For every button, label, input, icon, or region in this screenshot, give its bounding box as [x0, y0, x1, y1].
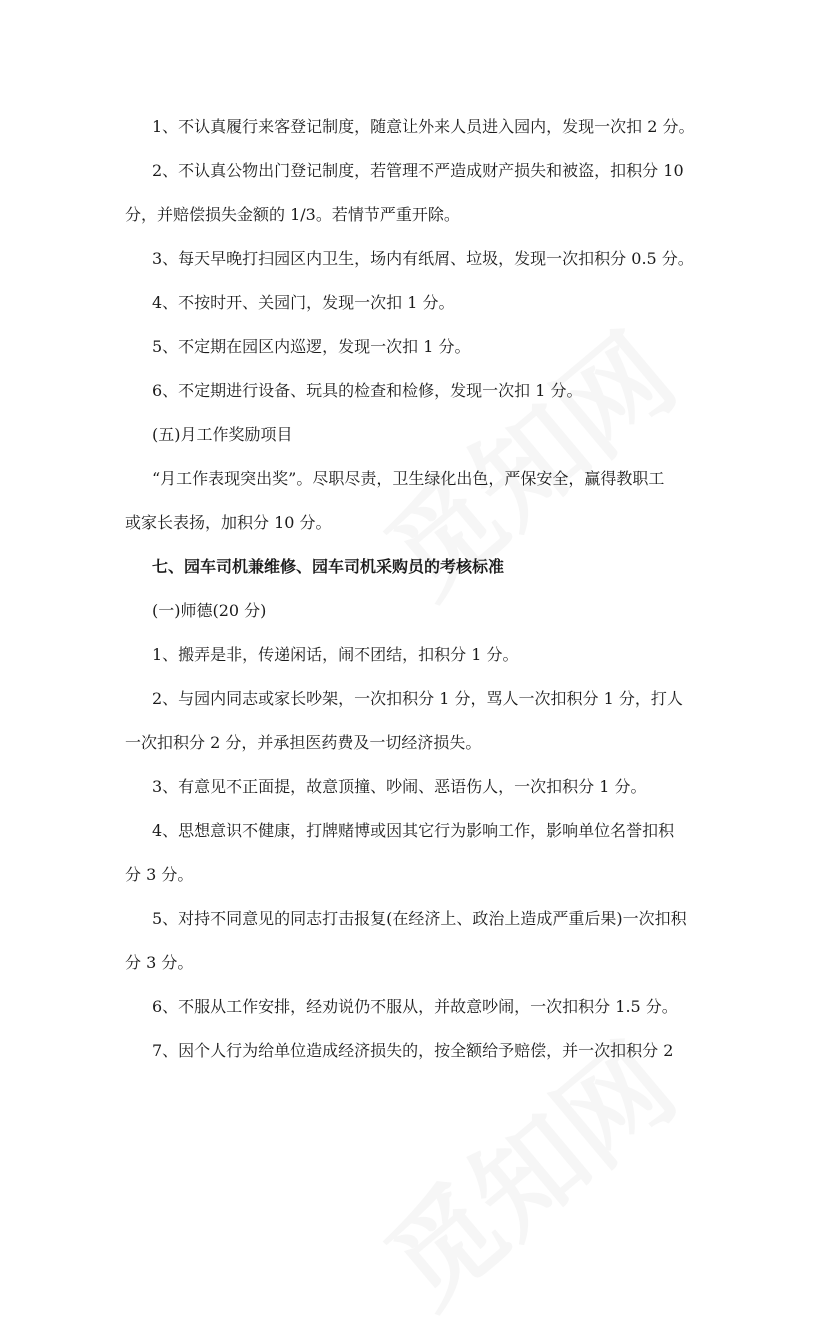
paragraph-line: 7、因个人行为给单位造成经济损失的，按全额给予赔偿，并一次扣积分 2: [152, 1041, 674, 1060]
subsection-heading: (五)月工作奖励项目: [152, 425, 293, 444]
paragraph-line: 5、不定期在园区内巡逻，发现一次扣 1 分。: [152, 337, 471, 356]
paragraph-line: “月工作表现突出奖”。尽职尽责，卫生绿化出色，严保安全，赢得教职工: [152, 469, 665, 488]
document-body: [125, 112, 710, 1080]
paragraph-line: 4、不按时开、关园门，发现一次扣 1 分。: [152, 293, 455, 312]
section-heading: 七、园车司机兼维修、园车司机采购员的考核标准: [152, 557, 505, 576]
paragraph-line: 4、思想意识不健康，打牌赌博或因其它行为影响工作，影响单位名誉扣积: [152, 821, 675, 840]
paragraph-line: 分 3 分。: [125, 865, 194, 884]
paragraph-line: 5、对持不同意见的同志打击报复(在经济上、政治上造成严重后果)一次扣积: [152, 909, 687, 928]
paragraph-line: 1、不认真履行来客登记制度，随意让外来人员进入园内，发现一次扣 2 分。: [152, 117, 695, 136]
paragraph-line: 分 3 分。: [125, 953, 194, 972]
paragraph-line: 3、每天早晚打扫园区内卫生，场内有纸屑、垃圾，发现一次扣积分 0.5 分。: [152, 249, 694, 268]
paragraph-line: 3、有意见不正面提，故意顶撞、吵闹、恶语伤人，一次扣积分 1 分。: [152, 777, 647, 796]
subsection-heading: (一)师德(20 分): [152, 601, 267, 620]
paragraph-line: 分，并赔偿损失金额的 1/3。若情节严重开除。: [125, 205, 460, 224]
paragraph-line: 一次扣积分 2 分，并承担医药费及一切经济损失。: [125, 733, 482, 752]
paragraph-line: 或家长表扬，加积分 10 分。: [125, 513, 332, 532]
paragraph-line: 2、与园内同志或家长吵架，一次扣积分 1 分，骂人一次扣积分 1 分，打人: [152, 689, 683, 708]
paragraph-line: 2、不认真公物出门登记制度，若管理不严造成财产损失和被盗，扣积分 10: [152, 161, 684, 180]
paragraph-line: 1、搬弄是非，传递闲话，闹不团结，扣积分 1 分。: [152, 645, 519, 664]
paragraph-line: 6、不定期进行设备、玩具的检查和检修，发现一次扣 1 分。: [152, 381, 583, 400]
paragraph-line: 6、不服从工作安排，经劝说仍不服从，并故意吵闹，一次扣积分 1.5 分。: [152, 997, 678, 1016]
